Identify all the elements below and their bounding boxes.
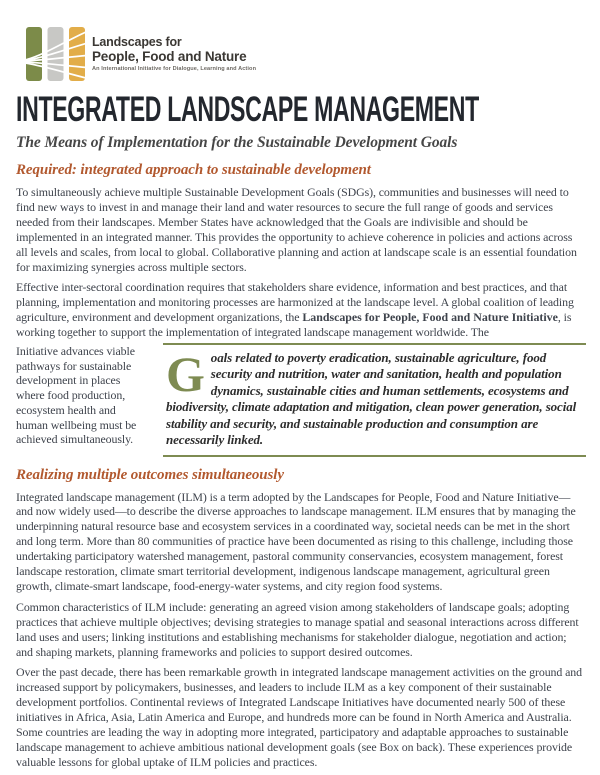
initiative-name-bold: Landscapes for People, Food and Nature Initiative [302,310,558,325]
body-paragraph-3: Integrated landscape management (ILM) is a term adopted by the Landscapes for People, Food and Nature Initiative—and now widely used—to describe the diverse approaches to landscape management. ILM ensures that by managing the underpinning natural resource base and ecosystem services in a coordinated way, societal needs can be met in the short and long term. More than 80 communities of practice have been documented as rising to this challenge, including those undertaking participatory watershed management, pastoral community conservancies, ecosystem management, forest landscape restoration, climate smart territorial development, indigenous landscape management, agricultural green growth, climate-smart landscape, food-energy-water systems, and city region food systems. [16,489,576,593]
section-heading-realizing: Realizing multiple outcomes simultaneously [16,466,284,483]
paragraph-2-text-end: , is working together to support the implementation of integrated landscape management worldwide. The [16,310,572,340]
logo-tagline: An International Initiative for Dialogue, Learning and Action [92,66,257,72]
body-paragraph-5: Over the past decade, there has been remarkable growth in integrated landscape management activities on the ground and increased support by policymakers, businesses, and leaders to include ILM as a key component of their sustainable development portfolios. Continental reviews of Integrated Landscape Initiatives have documented nearly 500 of these initiatives in Africa, Asia, Latin America and Europe, and hundreds more can be found in North America and Australia. Some countries are leading the way in adopting more integrated, participatory and adaptable approaches to sustainable landscape management to achieve ambitious national development goals (see Box on back). These experiences provide valuable lessons for global uptake of ILM policies and practices. [16,665,582,769]
logo-wordmark [92,27,256,73]
page-content [0,27,600,770]
logo-line1: Landscapes for [92,35,182,49]
body-paragraph-1: To simultaneously achieve multiple Sustainable Development Goals (SDGs), communities and businesses will need to find new ways to invest in and manage their land and water resources to secure the full range of goods and services needed from their landscapes. Member States have acknowledged that the Goals are indivisible and should be implemented in an integrated manner. This provides the opportunity to achieve coherence in policies and actions across all levels and scales, from local to global. Collaborative planning and action at landscape scale is an essential foundation for maximizing synergies across multiple sectors. [16,185,577,274]
landscape-bars-icon [26,27,85,81]
logo-line2: People, Food and Nature [92,49,247,64]
page-subtitle: The Means of Implementation for the Sustainable Development Goals [16,134,458,151]
paragraph-2-text: Effective inter-sectoral coordination requires that stakeholders share evidence, information and best practices, and that planning, implementation and monitoring processes are harmonized at the landscape level. A global coalition of leading agriculture, environment and development organizations, the [16,280,574,325]
logo [26,27,586,81]
page-title: INTEGRATED LANDSCAPE MANAGEMENT [16,90,479,129]
body-paragraph-2 [16,280,586,340]
drop-cap: G [166,346,205,403]
pull-quote [163,343,586,456]
sidebar-quote-row [16,341,586,456]
pull-quote-text: oals related to poverty eradication, sustainable agriculture, food security and nutrition, water and sanitation, health and population dynamics, sustainable cities and human settlements, ecosystems and biodiversity, climate adaptation and mitigation, clean power generation, social stability and security, and sustainable production and consumption are necessarily linked. [166,350,577,448]
sidebar-continuation-text: Initiative advances viable pathways for sustainable development in places where food production, ecosystem health and human wellbeing must be achieved simultaneously. [16,344,137,447]
section-heading-required: Required: integrated approach to sustainable development [16,162,371,178]
body-paragraph-4: Common characteristics of ILM include: generating an agreed vision among stakeholders of landscape goals; adopting practices that achieve multiple objectives; devising strategies to manage spatial and seasonal interactions across different land uses and users; linking institutions and establishing mechanisms for stakeholder dialogue, negotiation and action; and shaping markets, planning frameworks and policies to support desired outcomes. [16,599,579,659]
